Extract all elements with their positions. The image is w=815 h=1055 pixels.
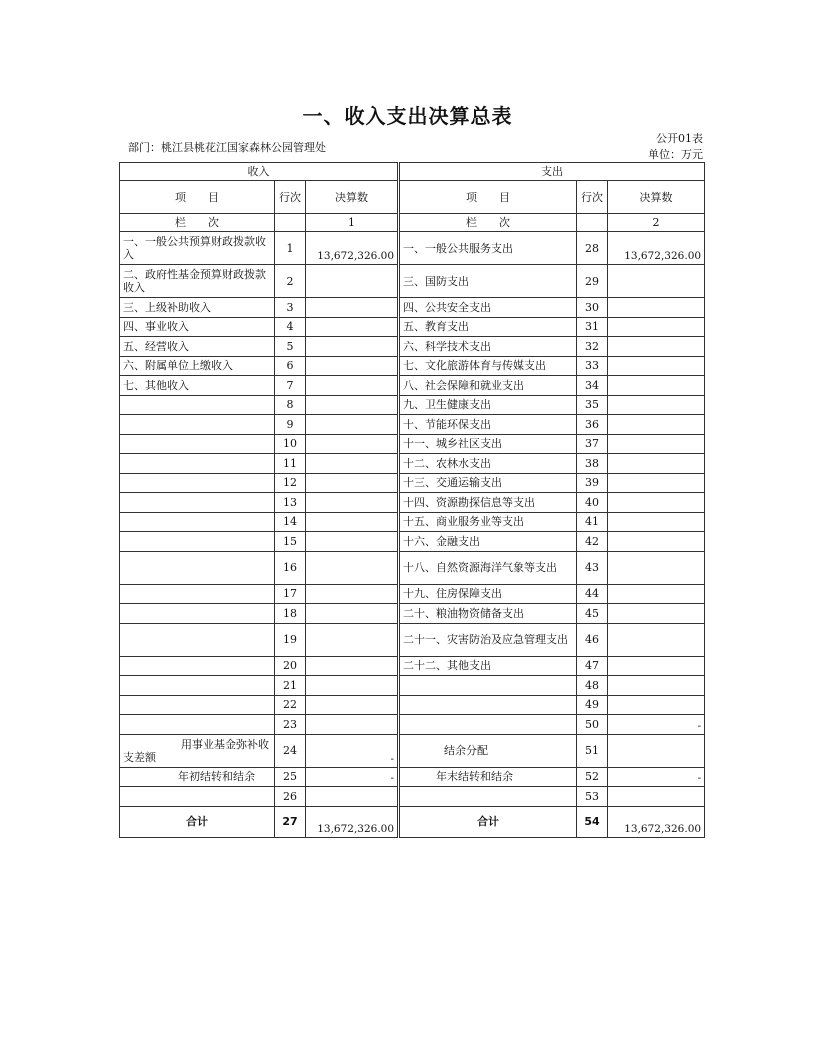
income-item: 年初结转和结余 — [120, 767, 275, 787]
expense-item: 五、教育支出 — [400, 317, 577, 337]
income-line-number: 21 — [275, 676, 306, 696]
expense-line-number: 44 — [577, 584, 608, 604]
income-item — [120, 787, 275, 807]
expense-line-number: 43 — [577, 551, 608, 584]
total-row — [120, 806, 705, 837]
income-amount — [306, 454, 398, 474]
col-index-expense: 2 — [608, 214, 705, 232]
table-row — [120, 232, 705, 265]
income-item: 二、政府性基金预算财政拨款收入 — [120, 265, 275, 298]
expense-item: 十一、城乡社区支出 — [400, 434, 577, 454]
expense-line-number: 28 — [577, 232, 608, 265]
col-line-expense: 行次 — [577, 181, 608, 214]
expense-item: 二十一、灾害防治及应急管理支出 — [400, 623, 577, 656]
income-line-number: 1 — [275, 232, 306, 265]
expense-line-number: 45 — [577, 604, 608, 624]
expense-line-number: 36 — [577, 415, 608, 435]
income-item — [120, 676, 275, 696]
income-item — [120, 415, 275, 435]
table-row — [120, 734, 705, 767]
table-row — [120, 265, 705, 298]
table-row — [120, 787, 705, 807]
income-amount: - — [306, 767, 398, 787]
expense-item: 十三、交通运输支出 — [400, 473, 577, 493]
income-line-number: 19 — [275, 623, 306, 656]
income-amount — [306, 376, 398, 396]
expense-amount — [608, 434, 705, 454]
expense-item — [400, 695, 577, 715]
income-amount — [306, 656, 398, 676]
income-item — [120, 623, 275, 656]
income-item — [120, 715, 275, 735]
expense-item: 十九、住房保障支出 — [400, 584, 577, 604]
expense-item: 二十、粮油物资储备支出 — [400, 604, 577, 624]
expense-amount — [608, 473, 705, 493]
expense-total-amount: 13,672,326.00 — [608, 806, 705, 837]
income-amount — [306, 715, 398, 735]
income-amount — [306, 623, 398, 656]
expense-line-number: 34 — [577, 376, 608, 396]
table-row — [120, 454, 705, 474]
income-item: 用事业基金弥补收支差额 — [120, 734, 275, 767]
form-code: 公开01表 — [656, 132, 703, 145]
col-index-label-income: 栏 次 — [120, 214, 275, 232]
column-header-row — [120, 181, 705, 214]
income-amount — [306, 584, 398, 604]
table-row — [120, 512, 705, 532]
table-row — [120, 298, 705, 318]
expense-total-label: 合计 — [400, 806, 577, 837]
income-line-number: 8 — [275, 395, 306, 415]
income-line-number: 17 — [275, 584, 306, 604]
income-amount — [306, 434, 398, 454]
expense-amount: - — [608, 715, 705, 735]
expense-line-number: 46 — [577, 623, 608, 656]
expense-amount — [608, 695, 705, 715]
expense-total-line: 54 — [577, 806, 608, 837]
income-item: 五、经营收入 — [120, 337, 275, 357]
income-amount — [306, 265, 398, 298]
income-item — [120, 454, 275, 474]
table-row — [120, 356, 705, 376]
expense-line-number: 53 — [577, 787, 608, 807]
income-amount: - — [306, 734, 398, 767]
income-item — [120, 551, 275, 584]
expense-line-number: 35 — [577, 395, 608, 415]
expense-line-number: 31 — [577, 317, 608, 337]
col-index-income: 1 — [306, 214, 398, 232]
income-item — [120, 395, 275, 415]
expense-item: 六、科学技术支出 — [400, 337, 577, 357]
income-amount — [306, 493, 398, 513]
expense-amount — [608, 532, 705, 552]
expense-line-number: 48 — [577, 676, 608, 696]
expense-line-number: 37 — [577, 434, 608, 454]
table-row — [120, 676, 705, 696]
expense-amount — [608, 512, 705, 532]
expense-amount — [608, 551, 705, 584]
income-line-number: 12 — [275, 473, 306, 493]
income-line-number: 3 — [275, 298, 306, 318]
income-line-number: 22 — [275, 695, 306, 715]
income-total-amount: 13,672,326.00 — [306, 806, 398, 837]
table-row — [120, 473, 705, 493]
income-item: 一、一般公共预算财政拨款收入 — [120, 232, 275, 265]
income-amount — [306, 395, 398, 415]
expense-item — [400, 787, 577, 807]
table-row — [120, 656, 705, 676]
expense-item: 十、节能环保支出 — [400, 415, 577, 435]
income-amount — [306, 415, 398, 435]
expense-amount: 13,672,326.00 — [608, 232, 705, 265]
col-index-label-expense: 栏 次 — [400, 214, 577, 232]
table-row — [120, 434, 705, 454]
unit-label: 单位：万元 — [648, 148, 703, 161]
income-item: 四、事业收入 — [120, 317, 275, 337]
income-line-number: 5 — [275, 337, 306, 357]
income-line-number: 18 — [275, 604, 306, 624]
income-item — [120, 512, 275, 532]
income-line-number: 20 — [275, 656, 306, 676]
col-amount-expense: 决算数 — [608, 181, 705, 214]
income-line-number: 23 — [275, 715, 306, 735]
income-item — [120, 473, 275, 493]
income-item — [120, 493, 275, 513]
income-line-number: 25 — [275, 767, 306, 787]
expense-line-number: 39 — [577, 473, 608, 493]
expense-item: 十六、金融支出 — [400, 532, 577, 552]
income-line-number: 24 — [275, 734, 306, 767]
expense-amount — [608, 298, 705, 318]
income-amount — [306, 551, 398, 584]
expense-line-number: 42 — [577, 532, 608, 552]
income-item — [120, 656, 275, 676]
column-index-row — [120, 214, 705, 232]
expense-amount — [608, 787, 705, 807]
income-amount — [306, 473, 398, 493]
col-amount-income: 决算数 — [306, 181, 398, 214]
income-amount — [306, 298, 398, 318]
expense-amount — [608, 395, 705, 415]
income-item: 三、上级补助收入 — [120, 298, 275, 318]
expense-amount — [608, 584, 705, 604]
expense-item — [400, 715, 577, 735]
table-row — [120, 337, 705, 357]
table-row — [120, 376, 705, 396]
income-amount — [306, 676, 398, 696]
section-header-row — [120, 163, 705, 181]
expense-amount — [608, 265, 705, 298]
col-item-income: 项 目 — [120, 181, 275, 214]
expense-amount — [608, 317, 705, 337]
expense-amount — [608, 656, 705, 676]
income-line-number: 26 — [275, 787, 306, 807]
income-amount: 13,672,326.00 — [306, 232, 398, 265]
expense-item: 三、国防支出 — [400, 265, 577, 298]
income-item: 七、其他收入 — [120, 376, 275, 396]
table-row — [120, 317, 705, 337]
expense-line-number: 52 — [577, 767, 608, 787]
income-item — [120, 434, 275, 454]
income-line-number: 4 — [275, 317, 306, 337]
table-row — [120, 532, 705, 552]
expense-amount — [608, 454, 705, 474]
expense-item: 四、公共安全支出 — [400, 298, 577, 318]
income-amount — [306, 695, 398, 715]
department-label: 部门：桃江县桃花江国家森林公园管理处 — [128, 141, 326, 154]
expense-amount — [608, 623, 705, 656]
expense-item: 年末结转和结余 — [400, 767, 577, 787]
expense-amount — [608, 493, 705, 513]
income-line-number: 14 — [275, 512, 306, 532]
expense-line-number: 38 — [577, 454, 608, 474]
income-total-label: 合计 — [120, 806, 275, 837]
income-line-number: 13 — [275, 493, 306, 513]
income-amount — [306, 787, 398, 807]
income-amount — [306, 532, 398, 552]
expense-item: 十二、农林水支出 — [400, 454, 577, 474]
income-item — [120, 604, 275, 624]
table-row — [120, 604, 705, 624]
expense-item: 九、卫生健康支出 — [400, 395, 577, 415]
expense-item: 八、社会保障和就业支出 — [400, 376, 577, 396]
income-amount — [306, 356, 398, 376]
expense-amount — [608, 415, 705, 435]
expense-item: 一、一般公共服务支出 — [400, 232, 577, 265]
expense-item: 结余分配 — [400, 734, 577, 767]
table-row — [120, 493, 705, 513]
expense-amount — [608, 356, 705, 376]
income-amount — [306, 317, 398, 337]
expense-line-number: 30 — [577, 298, 608, 318]
income-item: 六、附属单位上缴收入 — [120, 356, 275, 376]
income-amount — [306, 337, 398, 357]
table-row — [120, 715, 705, 735]
expense-item: 十八、自然资源海洋气象等支出 — [400, 551, 577, 584]
expense-line-number: 51 — [577, 734, 608, 767]
expense-line-number: 29 — [577, 265, 608, 298]
expense-item — [400, 676, 577, 696]
table-row — [120, 584, 705, 604]
expense-line-number: 49 — [577, 695, 608, 715]
expense-amount — [608, 337, 705, 357]
income-line-number: 2 — [275, 265, 306, 298]
income-line-number: 10 — [275, 434, 306, 454]
expense-amount: - — [608, 767, 705, 787]
expense-line-number: 50 — [577, 715, 608, 735]
expense-line-number: 32 — [577, 337, 608, 357]
expense-line-number: 41 — [577, 512, 608, 532]
table-row — [120, 551, 705, 584]
income-item — [120, 695, 275, 715]
expense-item: 十五、商业服务业等支出 — [400, 512, 577, 532]
expense-item: 十四、资源勘探信息等支出 — [400, 493, 577, 513]
section-expense: 支出 — [400, 163, 705, 181]
income-line-number: 6 — [275, 356, 306, 376]
section-income: 收入 — [120, 163, 398, 181]
expense-line-number: 33 — [577, 356, 608, 376]
expense-line-number: 47 — [577, 656, 608, 676]
income-amount — [306, 512, 398, 532]
expense-item: 七、文化旅游体育与传媒支出 — [400, 356, 577, 376]
income-line-number: 11 — [275, 454, 306, 474]
table-row — [120, 415, 705, 435]
income-line-number: 16 — [275, 551, 306, 584]
income-total-line: 27 — [275, 806, 306, 837]
income-line-number: 15 — [275, 532, 306, 552]
income-item — [120, 532, 275, 552]
expense-item: 二十二、其他支出 — [400, 656, 577, 676]
income-line-number: 9 — [275, 415, 306, 435]
income-item — [120, 584, 275, 604]
col-line-income: 行次 — [275, 181, 306, 214]
col-item-expense: 项 目 — [400, 181, 577, 214]
expense-amount — [608, 604, 705, 624]
expense-line-number: 40 — [577, 493, 608, 513]
table-row — [120, 395, 705, 415]
expense-amount — [608, 676, 705, 696]
income-line-number: 7 — [275, 376, 306, 396]
table-row — [120, 767, 705, 787]
expense-amount — [608, 734, 705, 767]
table-row — [120, 695, 705, 715]
table-row — [120, 623, 705, 656]
expense-amount — [608, 376, 705, 396]
income-expense-table — [119, 162, 705, 838]
income-amount — [306, 604, 398, 624]
page-title: 一、收入支出决算总表 — [302, 104, 513, 128]
